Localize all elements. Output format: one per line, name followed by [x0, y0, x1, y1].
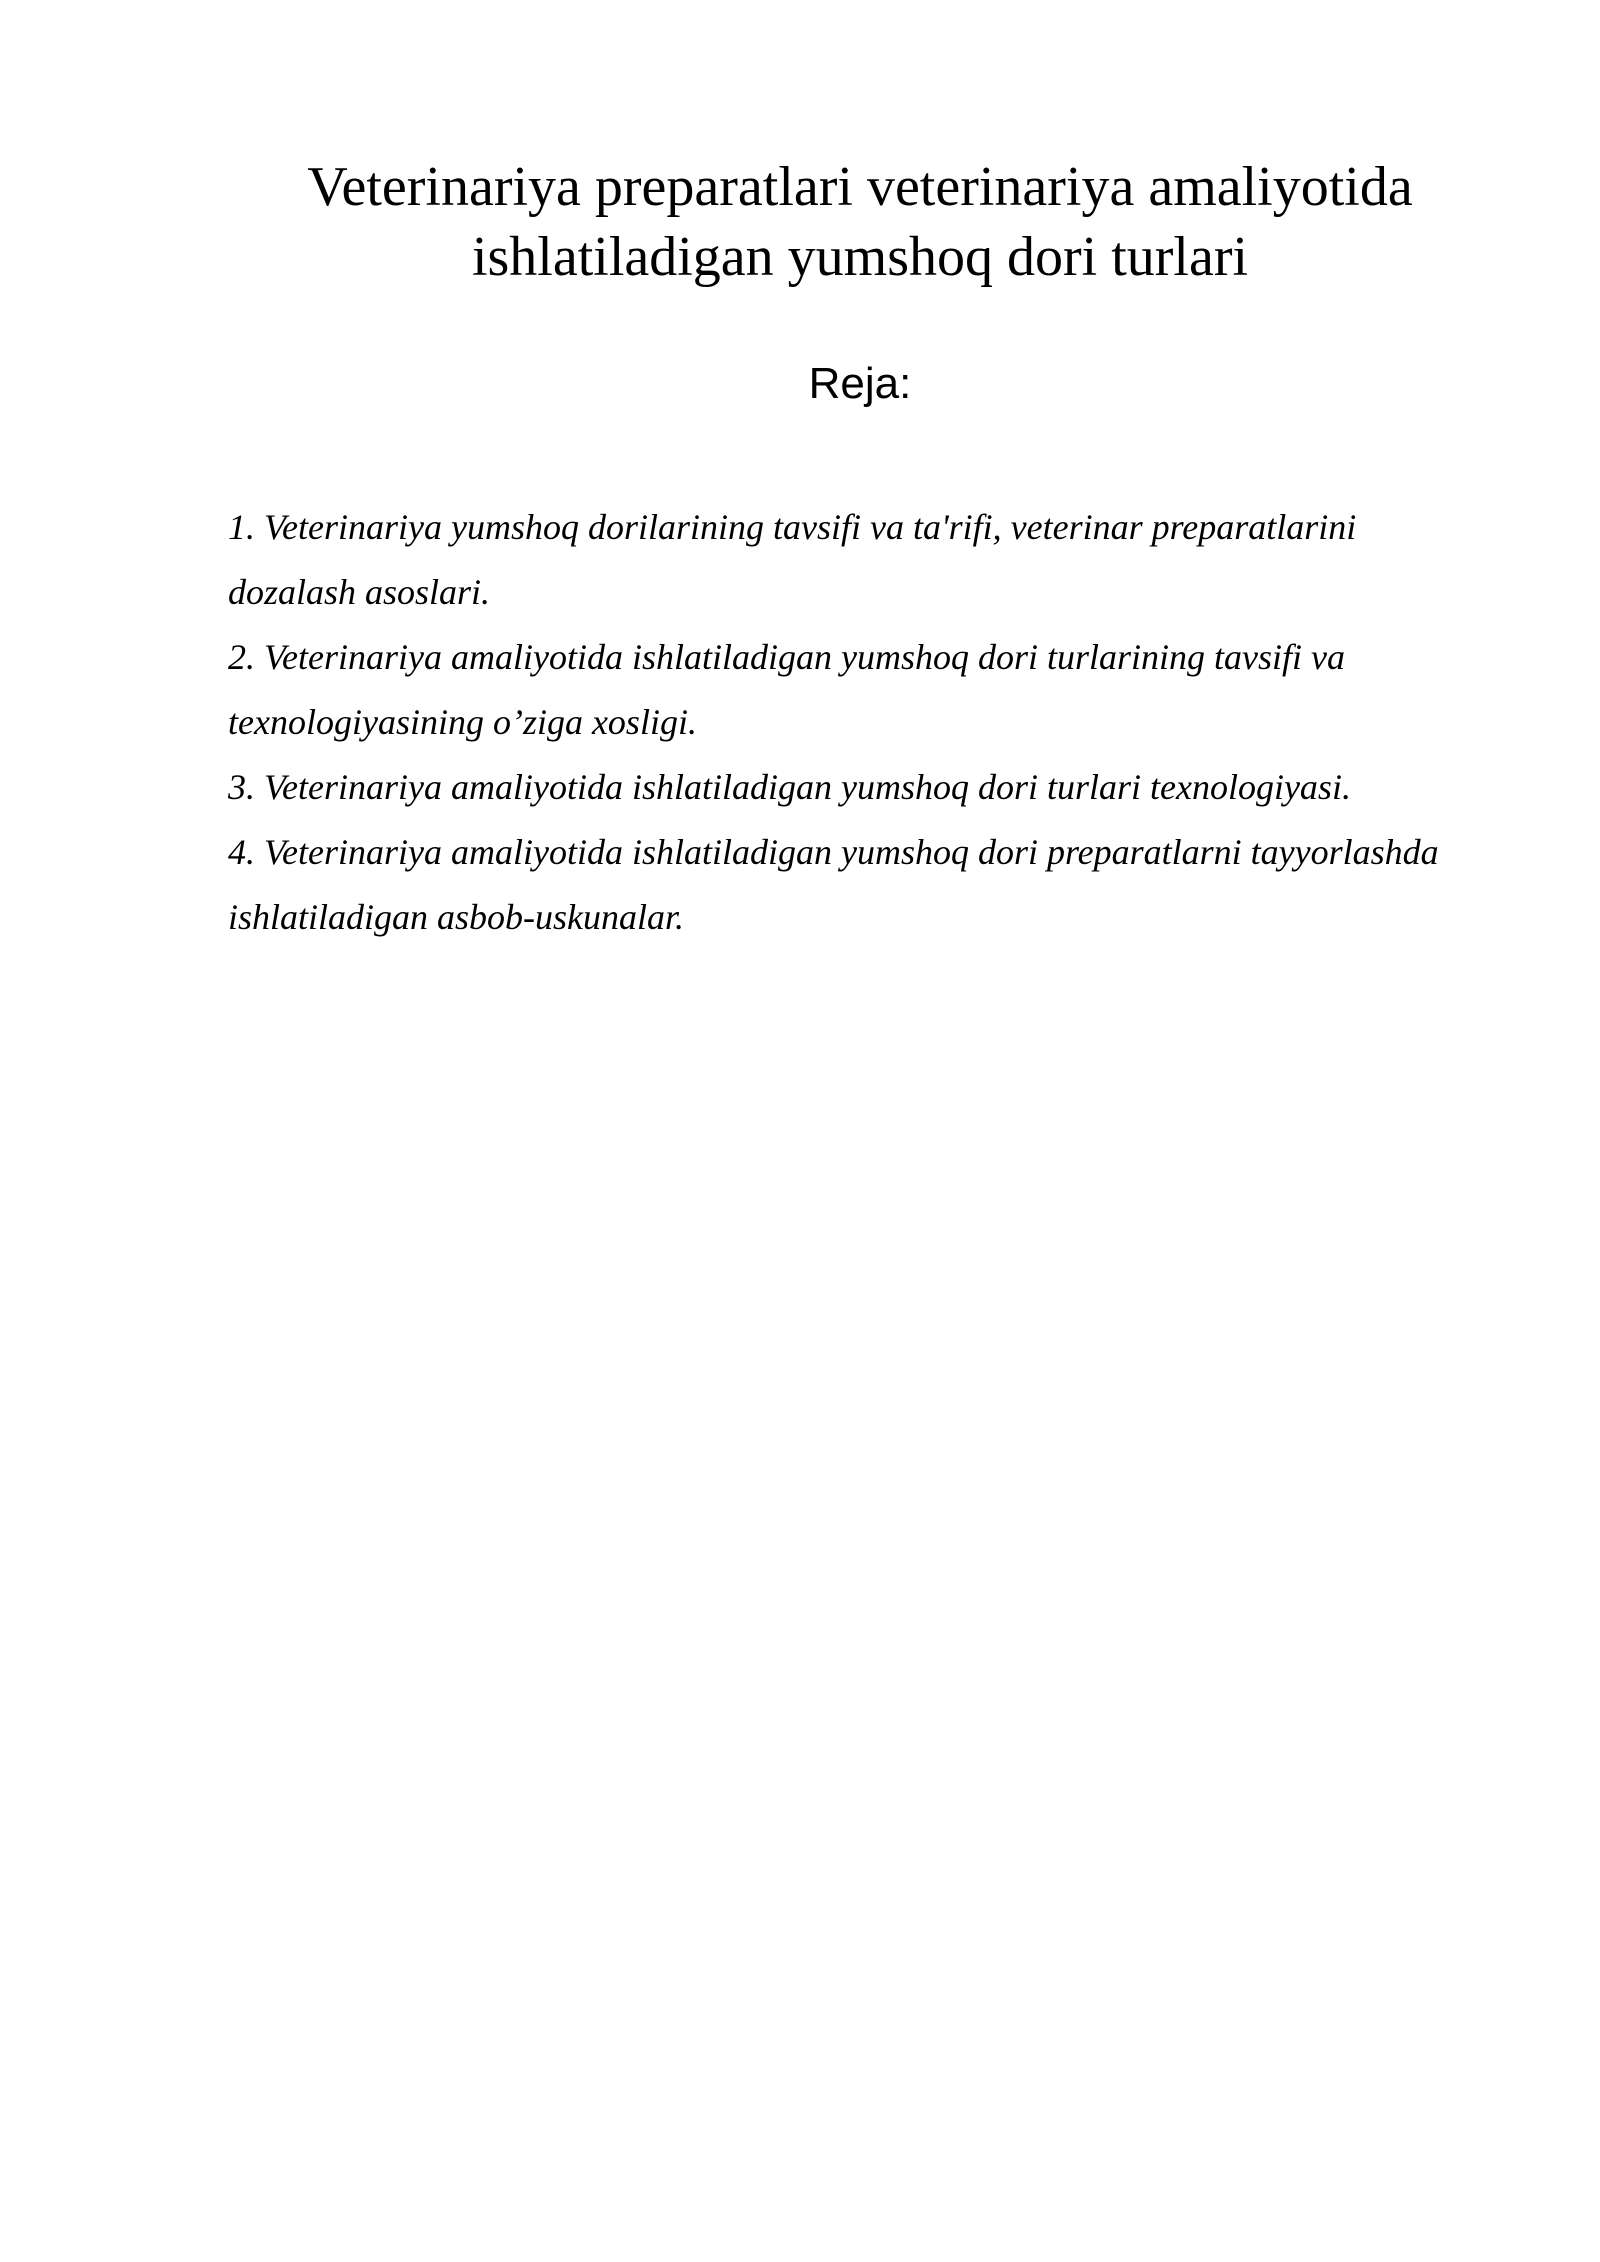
plan-item-1: 1. Veterinariya yumshoq dorilarining tavsifi va ta'rifi, veterinar preparatlarini dozalash asoslari. [228, 507, 1357, 612]
plan-heading: Reja: [808, 359, 912, 408]
plan-item-3: 3. Veterinariya amaliyotida ishlatiladigan yumshoq dori turlari texnologiyasi. [228, 767, 1351, 807]
plan-list [228, 495, 1458, 950]
plan-item-4: 4. Veterinariya amaliyotida ishlatiladigan yumshoq dori preparatlarni tayyorlashda ishlatiladigan asbob-uskunalar. [228, 832, 1439, 937]
plan-item-2: 2. Veterinariya amaliyotida ishlatiladigan yumshoq dori turlarining tavsifi va texnologiyasining o’ziga xosligi. [228, 637, 1345, 742]
document-title: Veterinariya preparatlari veterinariya amaliyotida ishlatiladigan yumshoq dori turlari [307, 156, 1413, 288]
